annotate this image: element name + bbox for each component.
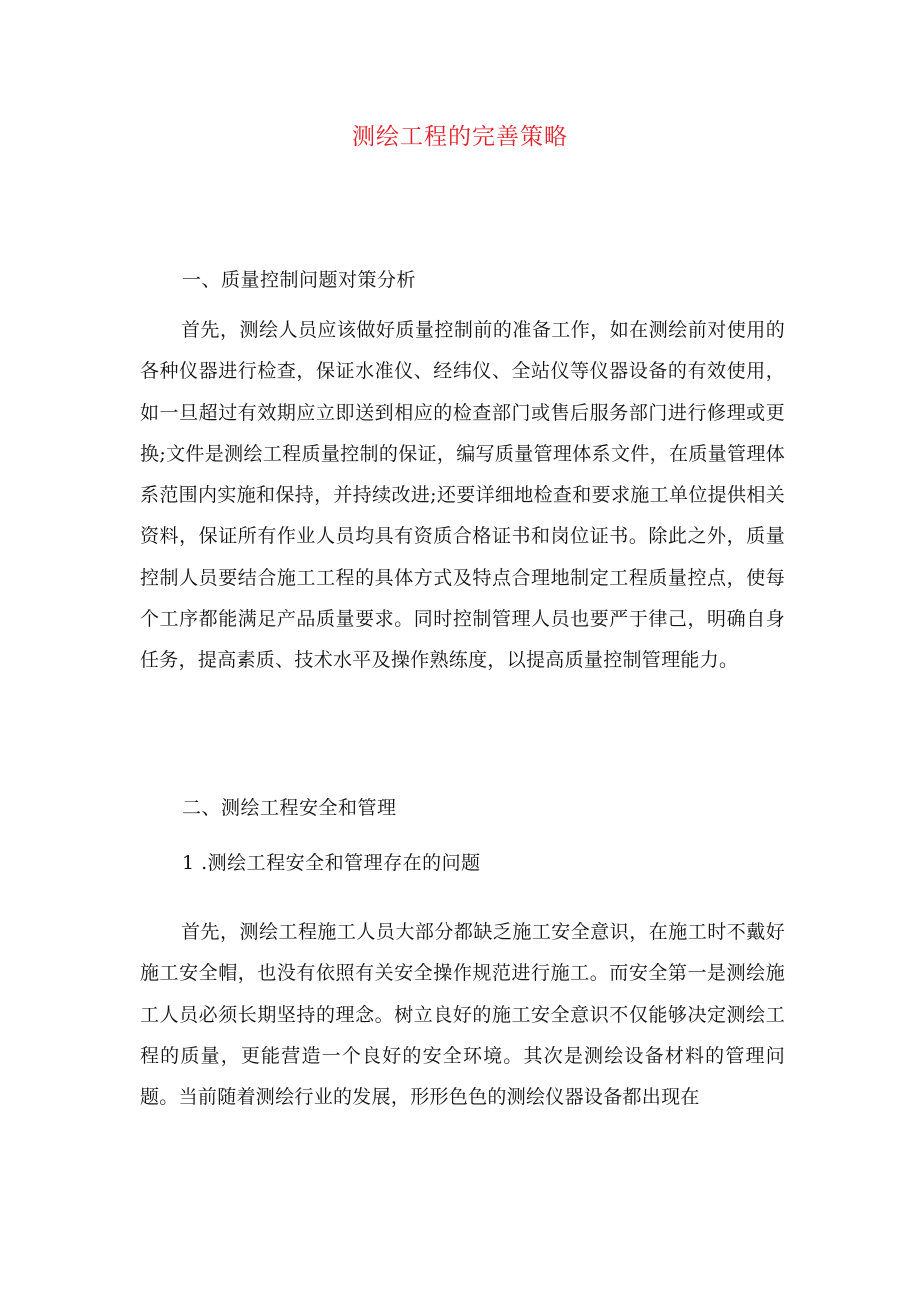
section-2-subheading: 1 .测绘工程安全和管理存在的问题: [182, 852, 481, 874]
section-2-heading: 二、测绘工程安全和管理: [182, 797, 397, 819]
document-title: 测绘工程的完善策略: [352, 124, 568, 150]
section-2-paragraph: 首先，测绘工程施工人员大部分都缺乏施工安全意识，在施工时不戴好施工安全帽，也没有依照有关安全操作规范进行施工。而安全第一是测绘施工人员必须长期坚持的理念。树立良好的施工安全意识不仅能够决定测绘工程的质量，更能营造一个良好的安全环境。其次是测绘设备材料的管理问题。当前随着测绘行业的发展，形形色色的测绘仪器设备都出现在: [140, 921, 785, 1109]
section-1-heading: 一、质量控制问题对策分析: [182, 269, 417, 291]
section-1-paragraph: 首先，测绘人员应该做好质量控制前的准备工作，如在测绘前对使用的各种仪器进行检查，保证水准仪、经纬仪、全站仪等仪器设备的有效使用，如一旦超过有效期应立即送到相应的检查部门或售后服务部门进行修理或更换;文件是测绘工程质量控制的保证，编写质量管理体系文件，在质量管理体系范围内实施和保持，并持续改进;还要详细地检查和要求施工单位提供相关资料，保证所有作业人员均具有资质合格证书和岗位证书。除此之外，质量控制人员要结合施工工程的具体方式及特点合理地制定工程质量控点，使每个工序都能满足产品质量要求。同时控制管理人员也要严于律己，明确自身任务，提高素质、技术水平及操作熟练度，以提高质量控制管理能力。: [140, 319, 785, 672]
